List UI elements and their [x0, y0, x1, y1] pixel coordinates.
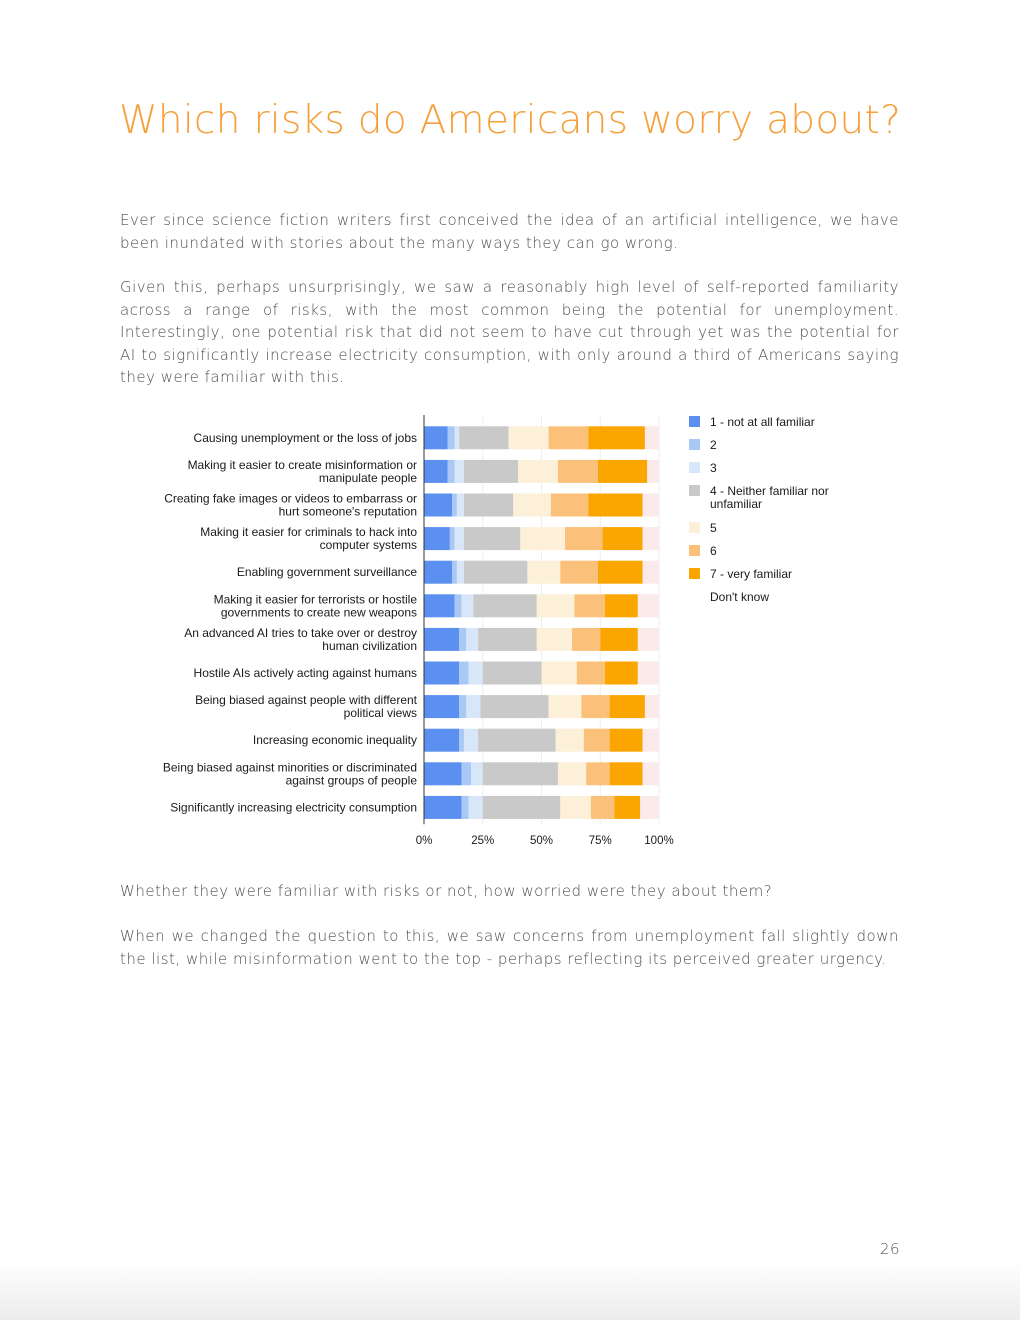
- bar-segment: [520, 527, 565, 550]
- bar-segment: [551, 494, 589, 517]
- bar-segment: [558, 460, 598, 483]
- bar-segment: [586, 762, 610, 785]
- category-label: Significantly increasing electricity consumption: [170, 800, 417, 815]
- chart-legend: [689, 415, 829, 604]
- bar-segment: [645, 426, 659, 449]
- bar-segment: [556, 729, 584, 752]
- category-label: Being biased against people with different political views: [195, 693, 417, 721]
- bar-segment: [469, 662, 483, 685]
- category-label: Creating fake images or videos to embarrass or hurt someone's reputation: [164, 491, 417, 519]
- bar-segment: [638, 594, 659, 617]
- legend-label: 5: [710, 521, 717, 535]
- bar-segment: [605, 662, 638, 685]
- category-label: Making it easier to create misinformation or manipulate people: [187, 457, 417, 485]
- bar-segment: [424, 561, 452, 584]
- page-bottom-shadow: [0, 1260, 1020, 1320]
- bar-segment: [549, 426, 589, 449]
- bar-segment: [574, 594, 605, 617]
- bar-segment: [424, 426, 448, 449]
- bar-segment: [572, 628, 600, 651]
- category-label: Making it easier for terrorists or hostile governments to create new weapons: [213, 592, 417, 620]
- bar-segment: [452, 561, 457, 584]
- legend-swatch: [689, 485, 700, 496]
- bar-segment: [600, 628, 638, 651]
- familiarity-paragraph: Given this, perhaps unsurprisingly, we saw a reasonably high level of self-reported familiarity across a range of risks, with the most common being the potential for unemployment. Interestingly, one potential risk that did not seem to have cut through yet was the potential for AI to significantly increase electricity consumption, with only around a third of Americans saying they were familiar with this.: [120, 278, 899, 387]
- bar-segment: [518, 460, 558, 483]
- bar-segment: [455, 460, 464, 483]
- chart-category-labels: [163, 431, 418, 815]
- category-label: Being biased against minorities or discriminated against groups of people: [162, 760, 417, 788]
- bar-segment: [603, 527, 643, 550]
- bar-segment: [643, 561, 659, 584]
- category-label: Increasing economic inequality: [252, 733, 417, 748]
- bar-segment: [480, 695, 548, 718]
- x-tick-label: 50%: [529, 835, 554, 848]
- bar-segment: [448, 426, 455, 449]
- bar-segment: [464, 460, 518, 483]
- bar-segment: [424, 594, 455, 617]
- bar-segment: [643, 762, 659, 785]
- legend-label: 1 - not at all familiar: [710, 415, 815, 429]
- x-tick-label: 25%: [471, 835, 495, 848]
- bar-segment: [464, 561, 527, 584]
- bar-segment: [537, 594, 575, 617]
- bar-segment: [459, 695, 466, 718]
- bar-segment: [466, 695, 480, 718]
- bar-segment: [581, 695, 609, 718]
- bar-segment: [452, 494, 457, 517]
- legend-swatch: [689, 568, 700, 579]
- bar-segment: [424, 796, 462, 819]
- bar-segment: [483, 662, 542, 685]
- bar-segment: [483, 796, 561, 819]
- bar-segment: [647, 460, 659, 483]
- bar-segment: [591, 796, 615, 819]
- bar-segment: [584, 729, 610, 752]
- bar-segment: [643, 494, 659, 517]
- x-tick-label: 0%: [415, 835, 433, 848]
- bar-segment: [457, 561, 464, 584]
- bar-segment: [614, 796, 640, 819]
- bar-segment: [560, 796, 591, 819]
- bar-segment: [542, 662, 577, 685]
- bar-segment: [464, 527, 520, 550]
- bar-segment: [462, 594, 474, 617]
- bar-segment: [483, 762, 558, 785]
- bar-segment: [424, 695, 459, 718]
- bar-segment: [424, 628, 459, 651]
- legend-swatch: [689, 545, 700, 556]
- bar-segment: [577, 662, 605, 685]
- bar-segment: [598, 561, 643, 584]
- legend-swatch: [689, 439, 700, 450]
- category-label: An advanced AI tries to take over or destroy human civilization: [184, 625, 417, 653]
- bar-segment: [560, 561, 598, 584]
- category-label: Making it easier for criminals to hack into computer systems: [200, 525, 417, 553]
- bar-segment: [513, 494, 551, 517]
- bar-segment: [462, 796, 469, 819]
- legend-label: Don't know: [710, 590, 769, 604]
- bar-segment: [424, 460, 448, 483]
- bar-segment: [464, 494, 513, 517]
- bar-segment: [469, 796, 483, 819]
- bar-segment: [478, 729, 556, 752]
- bar-segment: [459, 628, 466, 651]
- bar-segment: [643, 527, 659, 550]
- bar-segment: [643, 729, 659, 752]
- intro-paragraph: Ever since science fiction writers first conceived the idea of an artificial intelligence, we have been inundated with stories about the many ways they can go wrong.: [120, 211, 899, 252]
- bar-segment: [459, 662, 468, 685]
- x-tick-label: 75%: [588, 835, 612, 848]
- worry-findings-paragraph: When we changed the question to this, we saw concerns from unemployment fall slightly down the list, while misinformation went to the top - perhaps reflecting its perceived greater urgency.: [120, 927, 899, 968]
- bar-segment: [549, 695, 582, 718]
- chart-x-ticks: [416, 835, 674, 847]
- bar-segment: [424, 729, 459, 752]
- bar-segment: [424, 527, 450, 550]
- bar-segment: [450, 527, 455, 550]
- legend-label: 2: [710, 438, 717, 452]
- legend-swatch: [689, 462, 700, 473]
- bar-segment: [455, 527, 464, 550]
- bar-segment: [558, 762, 586, 785]
- bar-segment: [478, 628, 537, 651]
- legend-label: 7 - very familiar: [710, 567, 793, 581]
- legend-swatch: [689, 522, 700, 533]
- bar-segment: [424, 762, 462, 785]
- category-label: Enabling government surveillance: [236, 565, 417, 580]
- bar-segment: [459, 426, 508, 449]
- bar-segment: [466, 628, 478, 651]
- page-number: 26: [879, 1240, 900, 1258]
- bar-segment: [464, 729, 478, 752]
- bar-segment: [473, 594, 536, 617]
- bar-segment: [459, 729, 464, 752]
- bar-segment: [605, 594, 638, 617]
- legend-label: 6: [710, 544, 717, 558]
- bar-segment: [527, 561, 560, 584]
- bar-segment: [471, 762, 483, 785]
- bar-segment: [462, 762, 471, 785]
- bar-segment: [565, 527, 603, 550]
- bar-segment: [640, 796, 659, 819]
- bar-segment: [645, 695, 659, 718]
- bar-segment: [610, 762, 643, 785]
- x-tick-label: 100%: [644, 835, 674, 848]
- bar-segment: [537, 628, 572, 651]
- bar-segment: [424, 662, 459, 685]
- bar-segment: [589, 426, 645, 449]
- page-title: Which risks do Americans worry about?: [119, 98, 902, 143]
- bar-segment: [598, 460, 647, 483]
- bar-segment: [457, 494, 464, 517]
- worry-question-paragraph: Whether they were familiar with risks or not, how worried were they about them?: [120, 882, 773, 900]
- bar-segment: [610, 729, 643, 752]
- legend-label: 4 - Neither familiar nor unfamiliar: [710, 484, 829, 511]
- category-label: Hostile AIs actively acting against humans: [193, 666, 417, 680]
- bar-segment: [610, 695, 645, 718]
- legend-label: 3: [710, 461, 717, 475]
- bar-segment: [455, 426, 460, 449]
- bar-segment: [589, 494, 643, 517]
- bar-segment: [509, 426, 549, 449]
- legend-swatch: [689, 416, 700, 427]
- category-label: Causing unemployment or the loss of jobs: [193, 430, 417, 445]
- bar-segment: [448, 460, 455, 483]
- bar-segment: [424, 494, 452, 517]
- bar-segment: [638, 628, 659, 651]
- bar-segment: [638, 662, 659, 685]
- bar-segment: [455, 594, 462, 617]
